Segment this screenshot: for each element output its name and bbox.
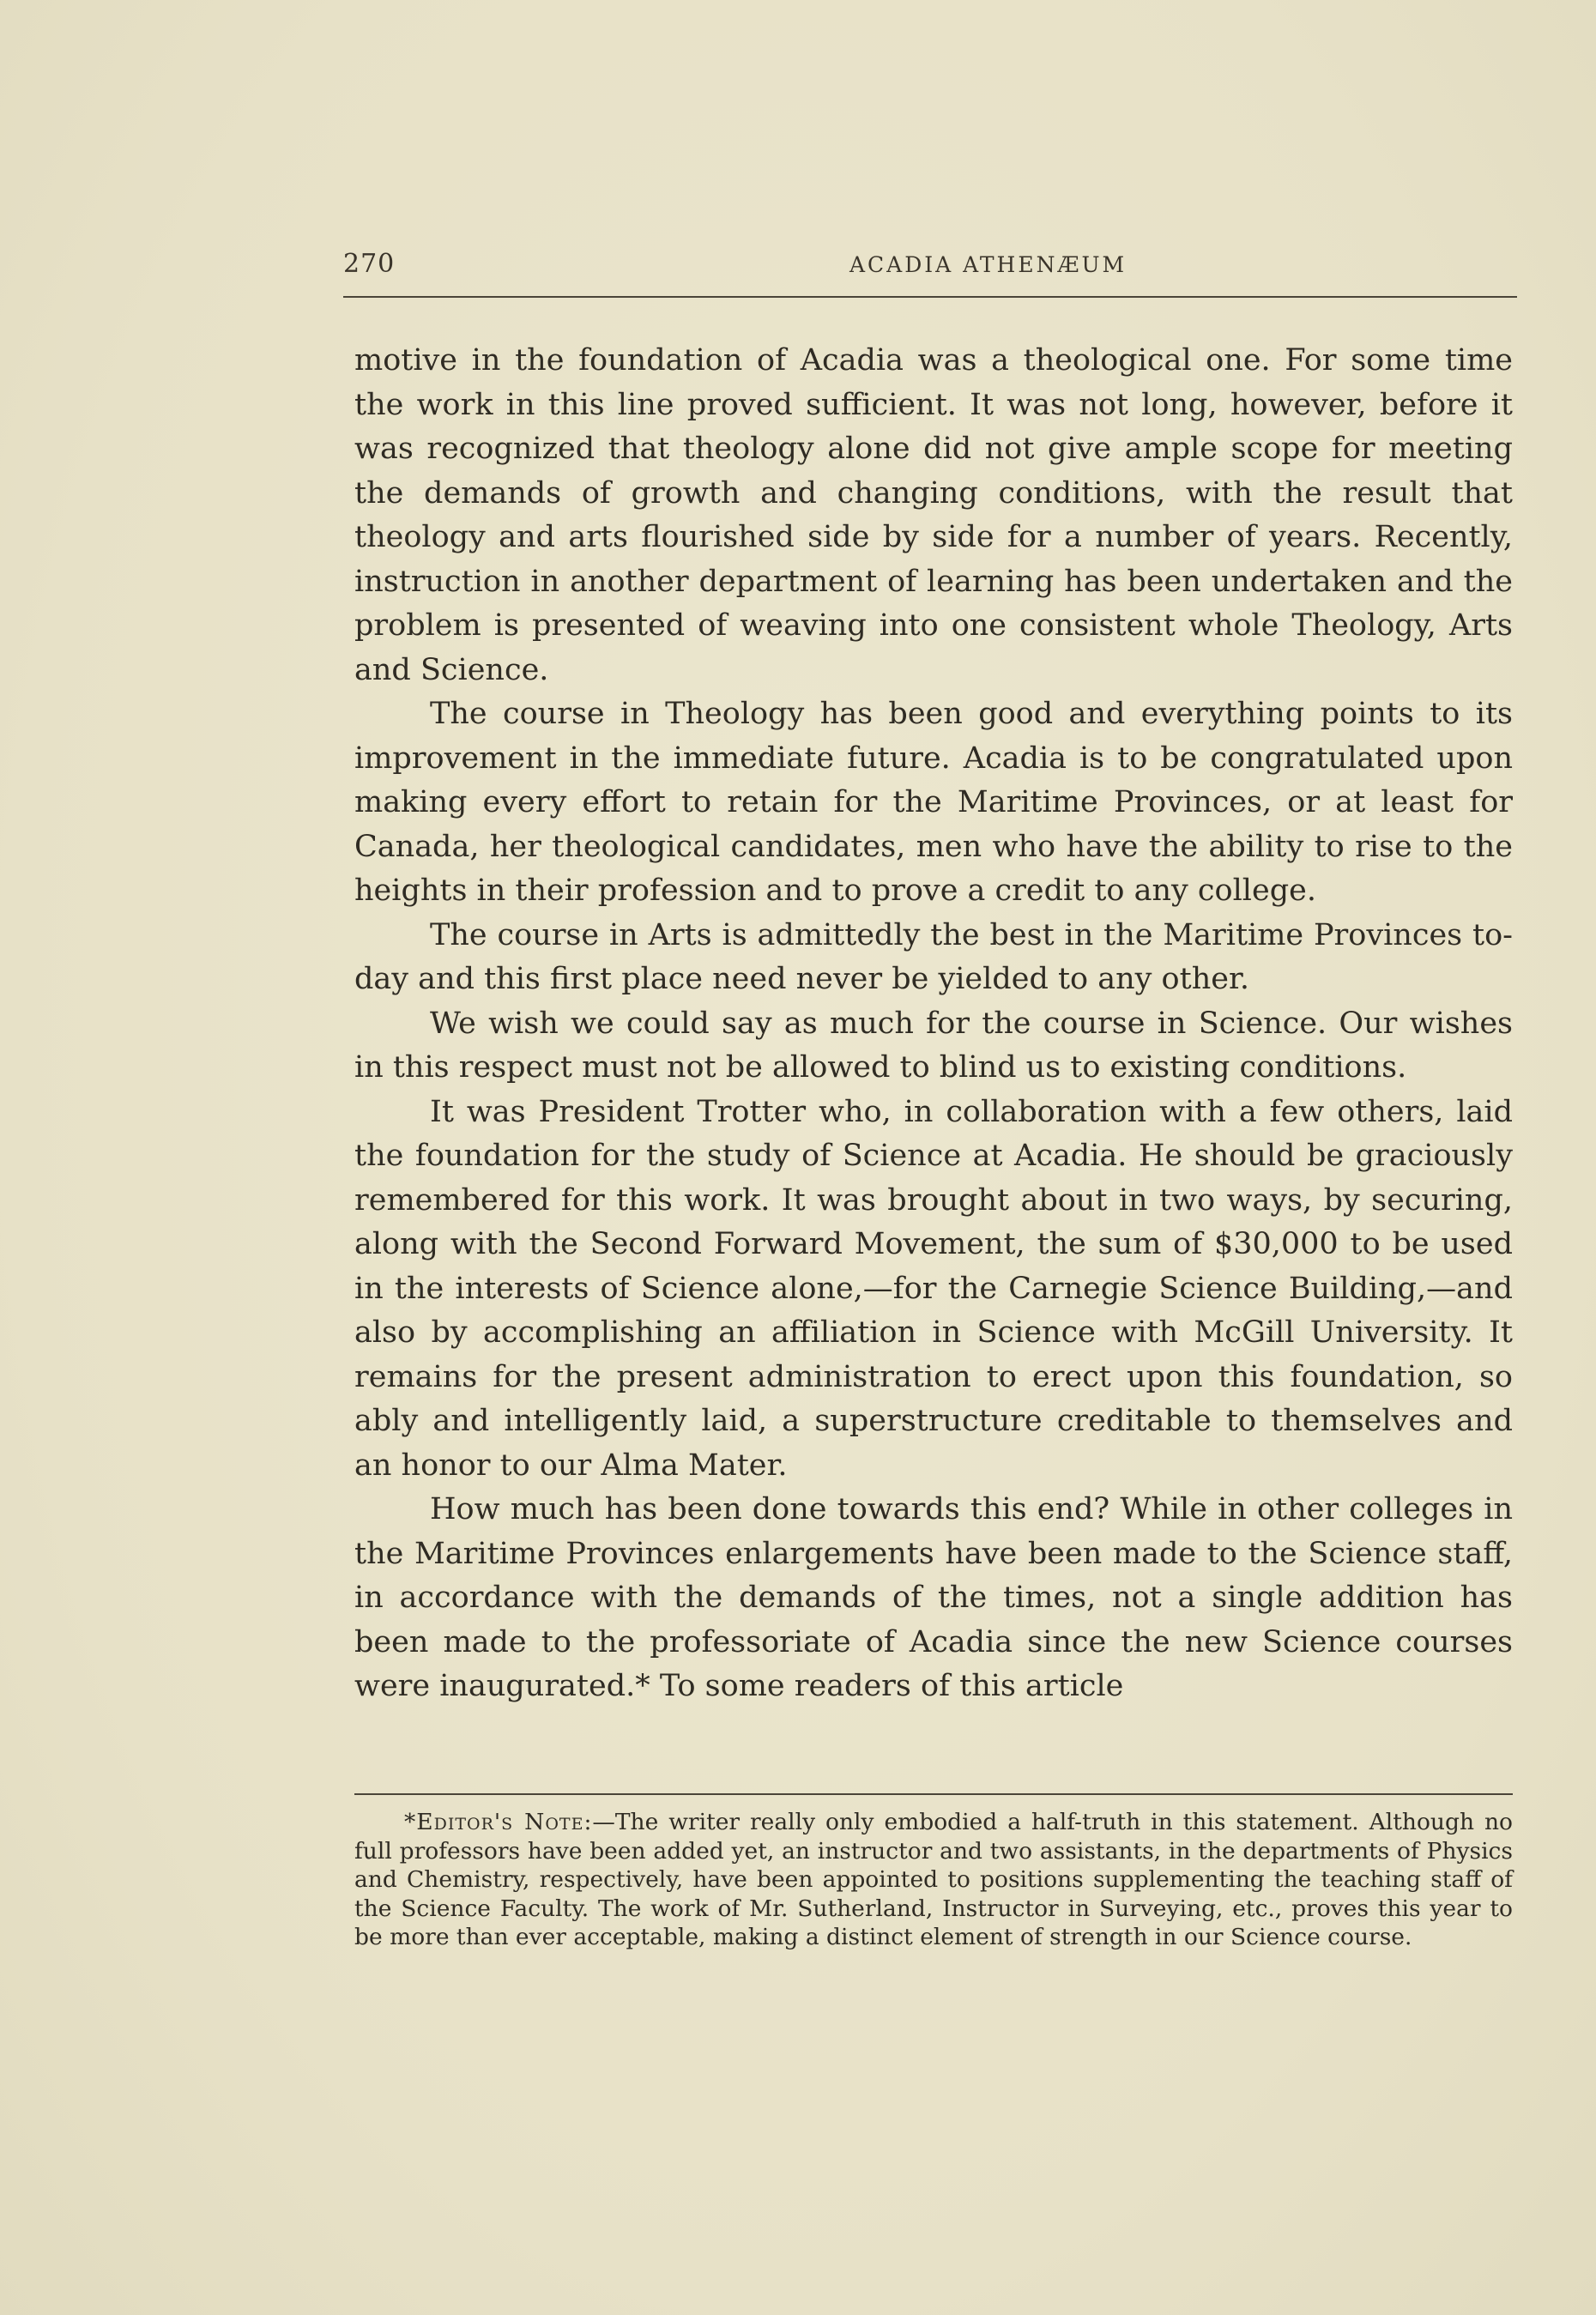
- header-rule: [343, 296, 1517, 298]
- page-header: [343, 249, 1517, 283]
- running-head: ACADIA ATHENÆUM: [849, 252, 1127, 277]
- paragraph: motive in the foundation of Acadia was a theological one. For some time the work in this line proved sufficient. It was not long, however, before it was recognized that theology alone did not give ample scope for meeting the demands of growth and changing conditions, with the result that theology and arts flourished side by side for a number of years. Recently, instruction in another department of learning has been undertaken and the problem is presented of weaving into one consistent whole Theology, Arts and Science.: [354, 343, 1513, 687]
- paragraph: We wish we could say as much for the course in Science. Our wishes in this respect must not be allowed to blind us to existing conditions.: [354, 1006, 1513, 1085]
- paragraph: The course in Arts is admittedly the best in the Maritime Provinces to-day and this first place need never be yielded to any other.: [354, 917, 1513, 996]
- paragraph: It was President Trotter who, in collaboration with a few others, laid the foundation for the study of Science at Acadia. He should be graciously remembered for this work. It was brought about in two ways, by securing, along with the Second Forward Movement, the sum of $30,000 to be used in the interests of Science alone,—for the Carnegie Science Building,—and also by accomplishing an affiliation in Science with McGill University. It remains for the present administration to erect upon this foundation, so ably and intelligently laid, a superstructure creditable to themselves and an honor to our Alma Mater.: [354, 1094, 1513, 1483]
- footnote: [354, 1808, 1513, 1952]
- footnote-paragraph: [354, 1808, 1513, 1952]
- page-number: 270: [343, 249, 396, 279]
- footnote-label: *Editor's Note:: [404, 1809, 593, 1835]
- paragraph: How much has been done towards this end? While in other colleges in the Maritime Provinces enlargements have been made to the Science staff, in accordance with the demands of the times, not a single addition has been made to the professoriate of Acadia since the new Science courses were inaugurated.* To some readers of this article: [354, 1492, 1513, 1703]
- footnote-text: —The writer really only embodied a half-truth in this statement. Although no full professors have been added yet, an instructor and two assistants, in the departments of Physics and Chemistry, respectively, have been appointed to positions supplementing the teaching staff of the Science Faculty. The work of Mr. Sutherland, Instructor in Surveying, etc., proves this year to be more than ever acceptable, making a distinct element of strength in our Science course.: [354, 1809, 1513, 1950]
- paragraph: The course in Theology has been good and everything points to its improvement in the immediate future. Acadia is to be congratulated upon making every effort to retain for the Maritime Provinces, or at least for Canada, her theological candidates, men who have the ability to rise to the heights in their profession and to prove a credit to any college.: [354, 697, 1513, 908]
- article-body: [354, 339, 1513, 1709]
- footnote-rule: [354, 1793, 1513, 1795]
